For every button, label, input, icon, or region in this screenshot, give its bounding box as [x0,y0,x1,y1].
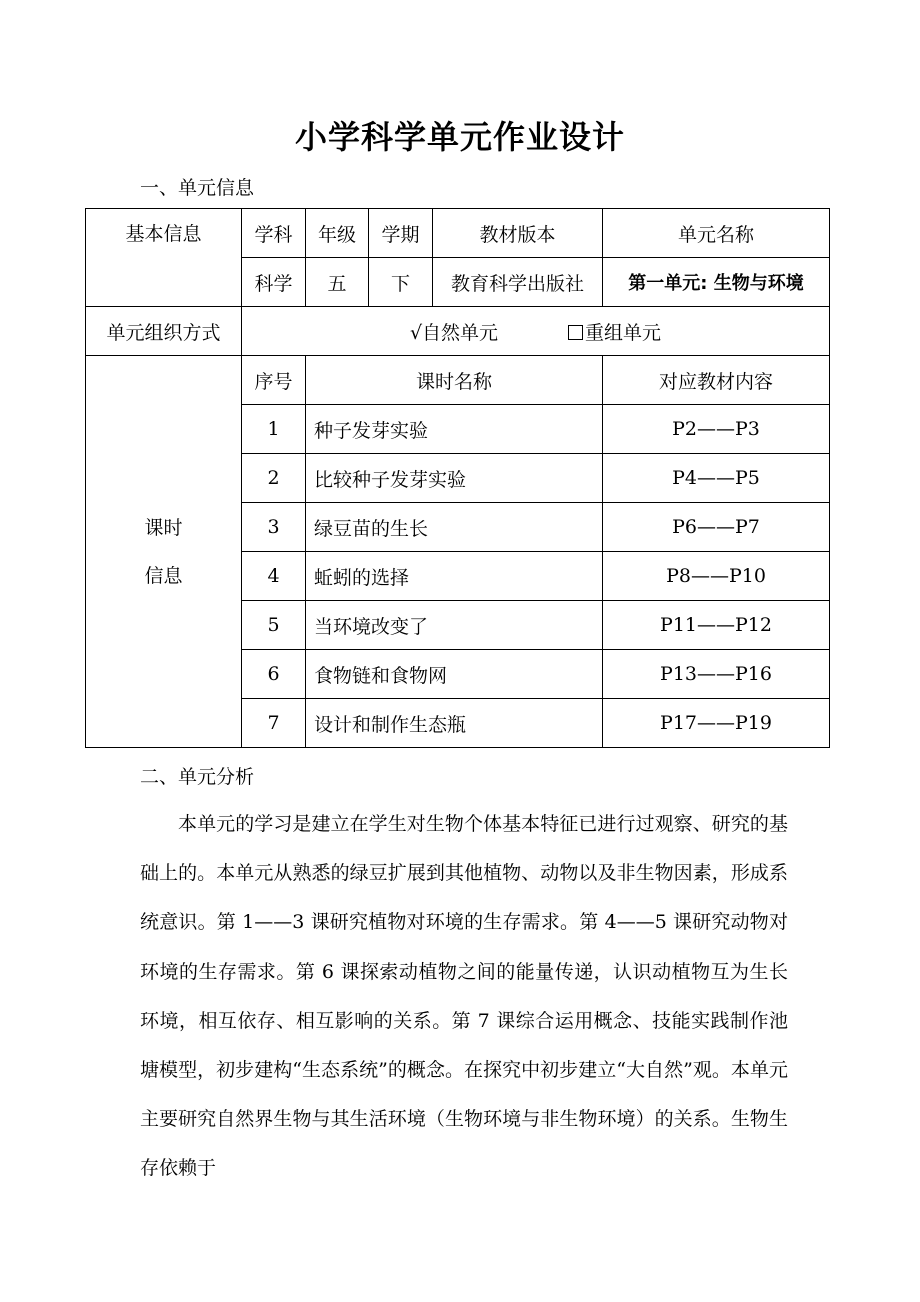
lesson-name: 种子发芽实验 [306,405,603,454]
org-options [242,307,830,356]
lesson-pages: P17——P19 [603,699,830,748]
org-natural-checked: √自然单元 [409,321,499,344]
value-subject: 科学 [242,258,306,307]
value-term: 下 [369,258,433,307]
lesson-label-line2: 信息 [144,564,183,587]
org-label: 单元组织方式 [86,307,242,356]
section-heading-unit-info: 一、单元信息 [140,177,255,199]
lesson-no: 7 [242,699,306,748]
lesson-pages: P4——P5 [603,454,830,503]
header-grade: 年级 [306,209,369,258]
lesson-label-line1: 课时 [144,516,183,539]
lesson-no: 5 [242,601,306,650]
table-row [86,356,830,405]
lesson-pages: P11——P12 [603,601,830,650]
lesson-no: 6 [242,650,306,699]
lesson-pages: P13——P16 [603,650,830,699]
lesson-pages: P8——P10 [603,552,830,601]
value-grade: 五 [306,258,369,307]
lesson-name: 比较种子发芽实验 [306,454,603,503]
header-unit-name: 单元名称 [603,209,830,258]
header-lesson-content: 对应教材内容 [603,356,830,405]
basic-info-label: 基本信息 [86,209,242,307]
unit-info-table [85,208,830,748]
lesson-no: 3 [242,503,306,552]
lesson-pages: P6——P7 [603,503,830,552]
table-row [86,307,830,356]
lesson-info-label [86,356,242,748]
document-title: 小学科学单元作业设计 [294,118,625,156]
lesson-name: 当环境改变了 [306,601,603,650]
value-textbook-version: 教育科学出版社 [433,258,603,307]
header-lesson-name: 课时名称 [306,356,603,405]
empty-checkbox-icon [568,325,583,340]
lesson-name: 蚯蚓的选择 [306,552,603,601]
value-unit-name: 第一单元: 生物与环境 [603,258,830,307]
header-lesson-no: 序号 [242,356,306,405]
lesson-name: 设计和制作生态瓶 [306,699,603,748]
section-heading-unit-analysis: 二、单元分析 [140,766,255,788]
lesson-name: 绿豆苗的生长 [306,503,603,552]
header-subject: 学科 [242,209,306,258]
analysis-paragraph: 本单元的学习是建立在学生对生物个体基本特征已进行过观察、研究的基础上的。本单元从熟悉的绿豆扩展到其他植物、动物以及非生物因素，形成系统意识。第 1——3 课研究植物对环境的生存需求。第 4——5 课研究动物对环境的生存需求。第 6 课探索动植物之间的能量传递，认识动植物互为生长环境，相互依存、相互影响的关系。第 7 课综合运用概念、技能实践制作池塘模型，初步建构“生态系统”的概念。在探究中初步建立“大自然”观。本单元主要研究自然界生物与其生活环境（生物环境与非生物环境）的关系。生物生存依赖于 [140,813,788,1180]
lesson-no: 4 [242,552,306,601]
lesson-name: 食物链和食物网 [306,650,603,699]
header-term: 学期 [369,209,433,258]
org-regroup-label: 重组单元 [585,321,662,344]
header-textbook-version: 教材版本 [433,209,603,258]
lesson-no: 2 [242,454,306,503]
unit-analysis-body [140,800,788,1194]
lesson-no: 1 [242,405,306,454]
lesson-pages: P2——P3 [603,405,830,454]
table-row [86,209,830,258]
